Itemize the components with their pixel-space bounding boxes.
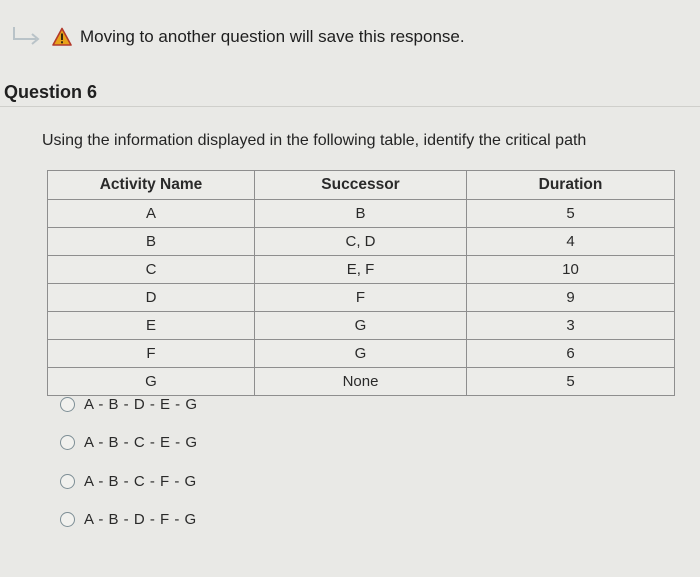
radio-button[interactable] <box>60 435 75 450</box>
successor-cell: F <box>255 284 467 312</box>
table-header-row <box>48 171 675 200</box>
activity-cell: D <box>48 284 255 312</box>
activity-cell: A <box>48 200 255 228</box>
radio-button[interactable] <box>60 512 75 527</box>
answer-option-label[interactable]: A - B - D - F - G <box>84 511 197 528</box>
duration-cell: 10 <box>467 256 675 284</box>
answer-option-4[interactable] <box>60 510 198 530</box>
table-row <box>48 256 675 284</box>
activity-cell: E <box>48 312 255 340</box>
table-row <box>48 228 675 256</box>
answer-options <box>60 394 198 548</box>
answer-option-label[interactable]: A - B - C - E - G <box>84 434 198 451</box>
successor-cell: C, D <box>255 228 467 256</box>
activity-cell: C <box>48 256 255 284</box>
successor-cell: B <box>255 200 467 228</box>
answer-option-label[interactable]: A - B - C - F - G <box>84 472 197 490</box>
radio-button[interactable] <box>60 474 75 489</box>
duration-cell: 3 <box>467 312 675 340</box>
answer-option-label[interactable]: A - B - D - E - G <box>84 395 198 413</box>
duration-cell: 6 <box>467 340 675 368</box>
save-notice <box>10 22 465 52</box>
header-activity-name: Activity Name <box>48 171 255 200</box>
save-notice-text: Moving to another question will save this response. <box>80 27 465 46</box>
enter-arrow-icon <box>10 25 44 49</box>
question-prompt: Using the information displayed in the following table, identify the critical path <box>42 132 587 149</box>
duration-cell: 5 <box>467 368 675 396</box>
activity-cell: F <box>48 340 255 368</box>
header-successor: Successor <box>255 171 467 200</box>
duration-cell: 9 <box>467 284 675 312</box>
radio-button[interactable] <box>60 397 75 412</box>
duration-cell: 5 <box>467 200 675 228</box>
table-row <box>48 368 675 396</box>
table-row <box>48 340 675 368</box>
question-header <box>0 80 700 107</box>
answer-option-2[interactable] <box>60 433 198 453</box>
warning-icon <box>52 27 72 47</box>
answer-option-1[interactable] <box>60 394 198 414</box>
successor-cell: G <box>255 340 467 368</box>
table-row <box>48 284 675 312</box>
table-row <box>48 312 675 340</box>
activity-table <box>47 170 675 396</box>
question-title: Question 6 <box>4 82 98 102</box>
answer-option-3[interactable] <box>60 471 198 491</box>
header-duration: Duration <box>467 171 675 200</box>
activity-cell: B <box>48 228 255 256</box>
successor-cell: E, F <box>255 256 467 284</box>
table-row <box>48 200 675 228</box>
duration-cell: 4 <box>467 228 675 256</box>
successor-cell: None <box>255 368 467 396</box>
successor-cell: G <box>255 312 467 340</box>
activity-cell: G <box>48 368 255 396</box>
